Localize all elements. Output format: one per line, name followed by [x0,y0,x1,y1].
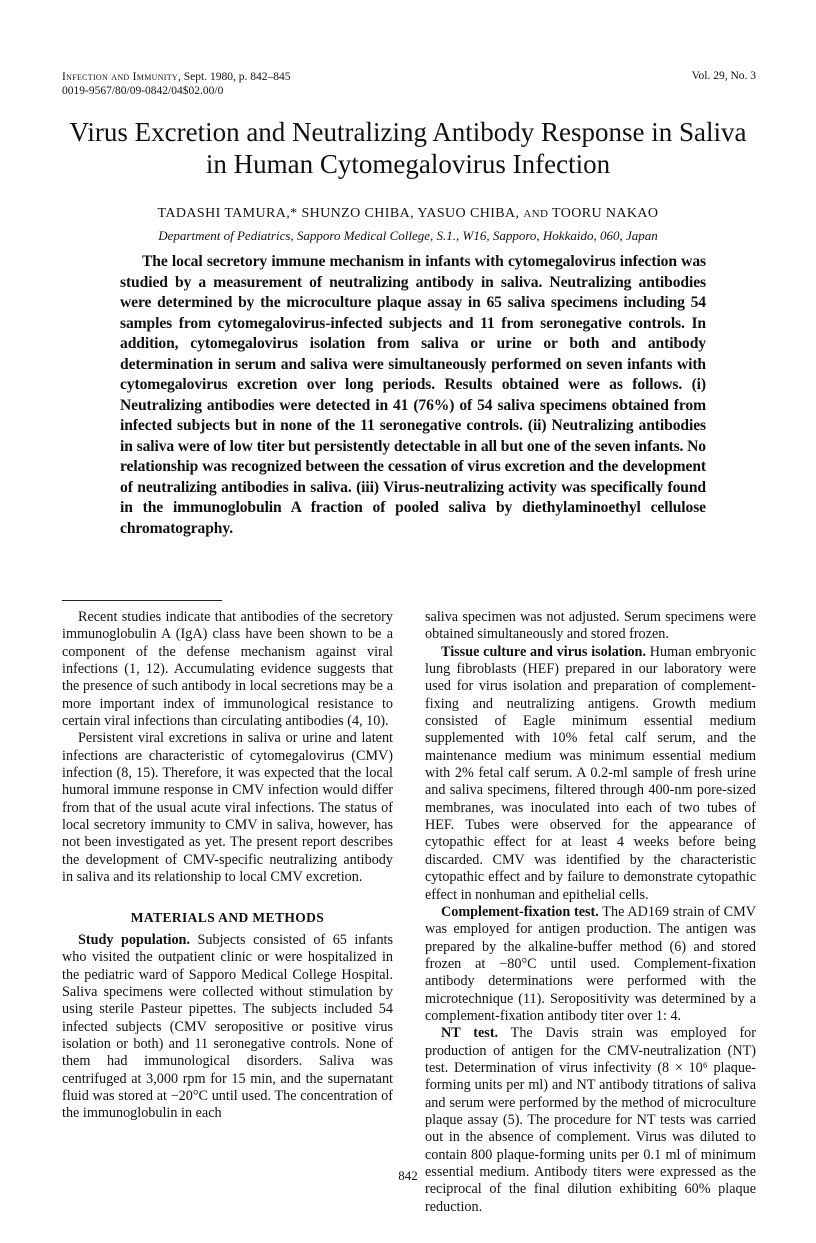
volume-issue: Vol. 29, No. 3 [691,70,756,82]
citation: , Sept. 1980, p. 842–845 [178,71,291,83]
paragraph-text: Subjects consisted of 65 infants who visited the outpatient clinic or were hospitalized in the pediatric ward of Sapporo Medical College Hospital. Saliva specimens were collected without stimulation by using sterile Pasteur pipettes. The subjects included 54 infected subjects (CMV seropositive or positive virus isolation or both) and 11 seronegative controls. None of them had immunological disorders. Saliva was centrifuged at 3,000 rpm for 15 min, and the supernatant fluid was stored at −20°C until used. The concentration of the immunoglobulin in each [62,931,393,1122]
paragraph-lead: Tissue culture and virus isolation. [441,643,646,660]
paragraph-lead: Study population. [78,931,190,948]
paragraph [62,932,393,1123]
journal-name: Infection and Immunity [62,71,179,83]
paragraph-text: The Davis strain was employed for production of antigen for the CMV-neutralization (NT) test. Determination of virus infectivity (8 × 10⁶ plaque-forming units per ml) and NT antibody titrations of saliva and serum were performed by the method of microculture plaque assay (5). The procedure for NT tests was carried out in the absence of complement. Virus was diluted to contain 800 plaque-forming units per 0.1 ml of minimum essential medium. Antibody titers were expressed as the reciprocal of the final dilution exhibiting 60% plaque reduction. [425,1025,756,1215]
paragraph-text: The AD169 strain of CMV was employed for antigen production. The antigen was prepared by the alkaline-buffer method (6) and stored frozen at −80°C until used. Complement-fixation antibody determinations were performed with the microtechnique (11). Seropositivity was determined by a complement-fixation antibody titer over 1: 4. [425,903,757,1024]
author-names: TADASHI TAMURA,* SHUNZO CHIBA, YASUO CHIBA, [157,206,524,221]
author-names: TOORU NAKAO [548,206,659,221]
article-title [40,116,776,180]
paragraph [425,1025,756,1216]
page-number: 842 [398,1168,418,1183]
paragraph: Persistent viral excretions in saliva or urine and latent infections are characteristic of cytomegalovirus (CMV) infection (8, 15). Therefore, it was expected that the local humoral immune response in CMV infection would differ from that of the usual acute viral infections. The status of local secretory immunity to CMV in saliva, however, has not been investigated as yet. The present report describes the development of CMV-specific neutralizing antibody in saliva and its relationship to local CMV excretion. [62,730,393,886]
divider [62,600,222,601]
paragraph-lead: Complement-fixation test. [441,903,599,920]
paragraph [425,904,756,1025]
paragraph-lead: NT test. [441,1025,499,1042]
author-and: AND [523,208,549,220]
paragraph: saliva specimen was not adjusted. Serum specimens were obtained simultaneously and stored frozen. [425,609,756,643]
left-column [62,609,393,1123]
running-header [62,70,290,98]
title-line: in Human Cytomegalovirus Infection [205,149,611,179]
paragraph [425,644,756,904]
paragraph-text: Human embryonic lung fibroblasts (HEF) prepared in our laboratory were used for virus isolation and preparation of complement-fixing and neutralizing antigens. Growth medium consisted of Eagle minimum essential medium supplemented with 10% fetal calf serum, and the maintenance medium was minimum essential medium with 2% fetal calf serum. A 0.2-ml sample of fresh urine and saliva specimens, filtered through 400-nm pore-sized membranes, was inoculated into each of two tubes of HEF. Tubes were observed for the appearance of cytopathic effect for at least 4 weeks before being discarded. CMV was identified by the characteristic cytopathic effect and by failure to demonstrate cytopathic effect in nonhuman and epithelial cells. [425,643,756,903]
title-line: Virus Excretion and Neutralizing Antibody Response in Saliva [69,117,747,147]
affiliation: Department of Pediatrics, Sapporo Medical College, S.1., W16, Sapporo, Hokkaido, 060, Japan [158,228,658,243]
authors [40,206,776,222]
paragraph: Recent studies indicate that antibodies of the secretory immunoglobulin A (IgA) class have been shown to be a component of the defense mechanism against viral infections (1, 12). Accumulating evidence suggests that the presence of such antibody in local secretions may be a more important index of immunological resistance to certain viral infections than circulating antibodies (4, 10). [62,609,393,730]
abstract: The local secretory immune mechanism in infants with cytomegalovirus infection was studied by a measurement of neutralizing antibody in saliva. Neutralizing antibodies were determined by the microculture plaque assay in 65 saliva specimens including 54 samples from cytomegalovirus-infected subjects and 11 from seronegative controls. In addition, cytomegalovirus isolation from saliva or urine or both and antibody determination in serum and saliva were simultaneously performed on seven infants with cytomegalovirus excretion over long periods. Results obtained were as follows. (i) Neutralizing antibodies were detected in 41 (76%) of 54 saliva specimens obtained from infected subjects but in none of the 11 seronegative controls. (ii) Neutralizing antibodies in saliva were of low titer but persistently detectable in all but one of the seven infants. No relationship was recognized between the cessation of virus excretion and the development of neutralizing antibodies in saliva. (iii) Virus-neutralizing activity was specifically found in the immunoglobulin A fraction of pooled saliva by diethylaminoethyl cellulose chromatography. [120,253,706,537]
right-column [425,609,756,1216]
article-code: 0019-9567/80/09-0842/04$02.00/0 [62,85,224,97]
section-heading: MATERIALS AND METHODS [130,909,325,925]
